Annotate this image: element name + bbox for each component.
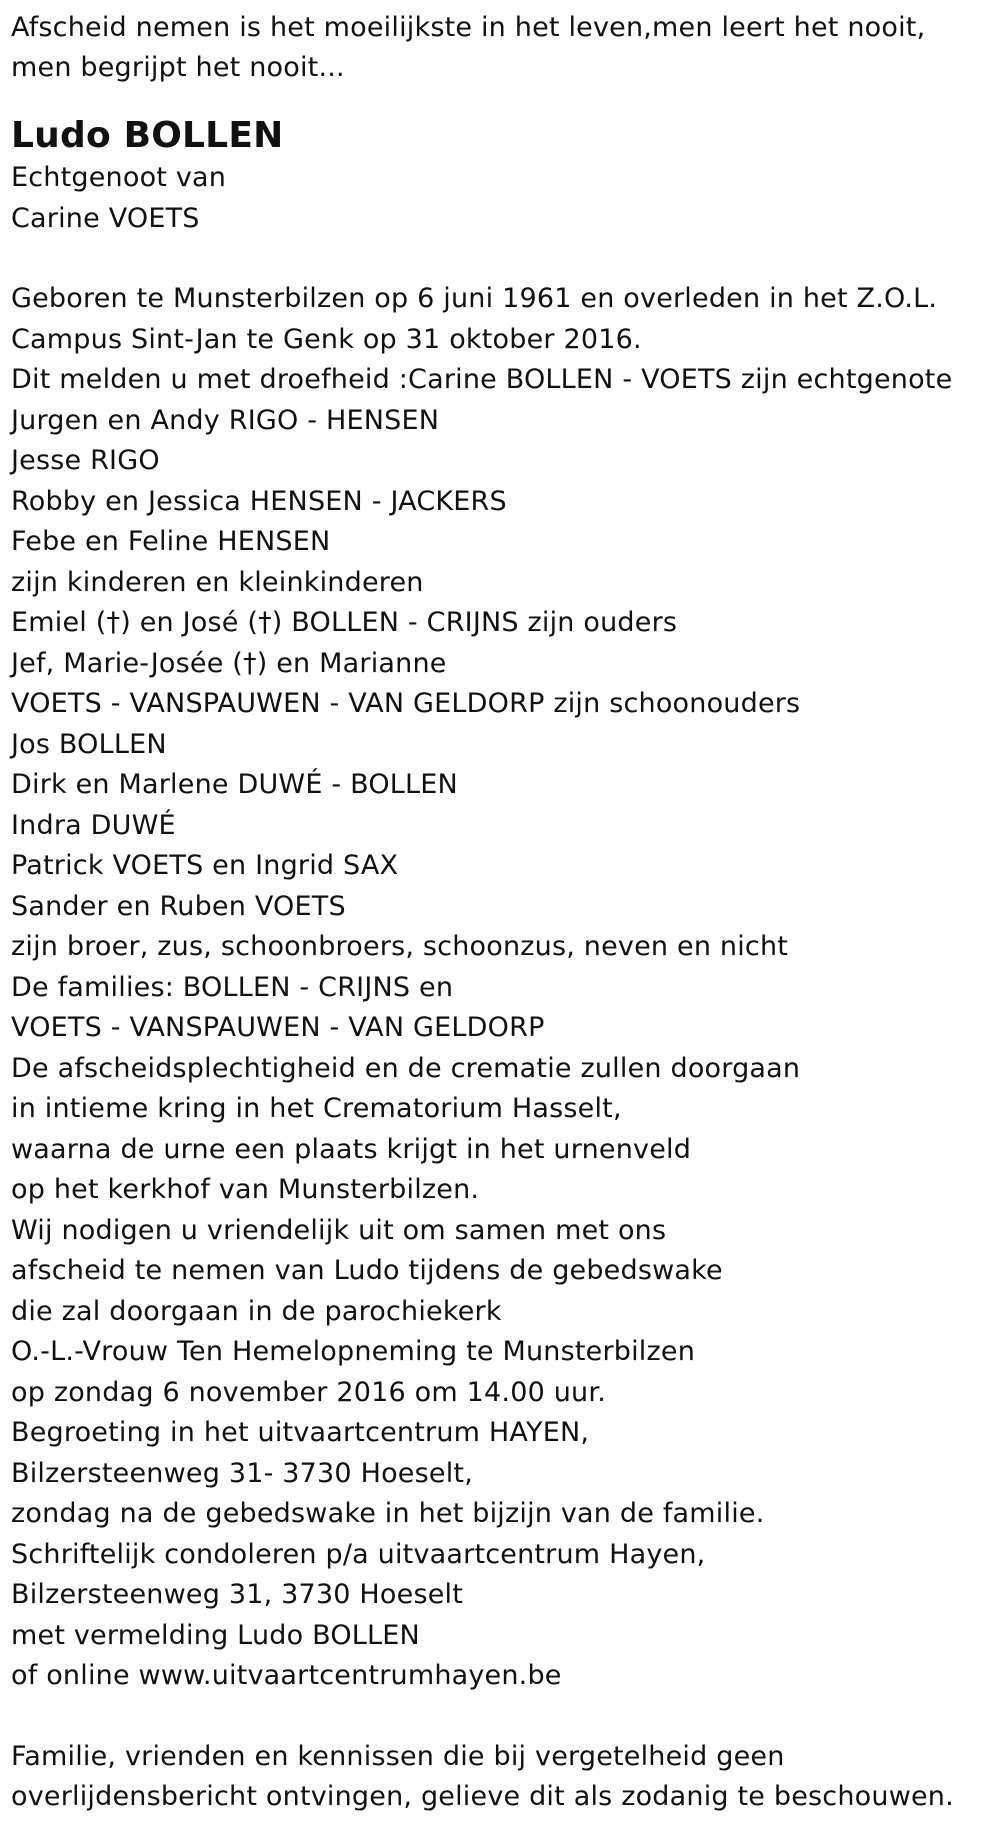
body-line: Campus Sint-Jan te Genk op 31 oktober 2016. bbox=[11, 323, 642, 355]
body-line: Dit melden u met droefheid :Carine BOLLEN - VOETS zijn echtgenote bbox=[11, 364, 953, 395]
spouse-line: Carine VOETS bbox=[11, 202, 200, 234]
body-line: Patrick VOETS en Ingrid SAX bbox=[11, 850, 399, 881]
body-line: Bilzersteenweg 31, 3730 Hoeselt bbox=[11, 1579, 464, 1610]
body-line: met vermelding Ludo BOLLEN bbox=[11, 1619, 420, 1651]
body-line: VOETS - VANSPAUWEN - VAN GELDORP zijn schoonouders bbox=[11, 688, 801, 719]
body-line: Febe en Feline HENSEN bbox=[11, 526, 331, 557]
body-line: Indra DUWÉ bbox=[11, 809, 176, 841]
body-line: Geboren te Munsterbilzen op 6 juni 1961 en overleden in het Z.O.L. bbox=[11, 283, 938, 314]
body-line: waarna de urne een plaats krijgt in het urnenveld bbox=[11, 1133, 692, 1165]
deceased-name: Ludo BOLLEN bbox=[11, 115, 284, 156]
body-line: Dirk en Marlene DUWÉ - BOLLEN bbox=[11, 769, 458, 800]
intro-text: Afscheid nemen is het moeilijkste in het leven,men leert het nooit, men begrijpt het nooit... bbox=[11, 12, 926, 83]
body-line: O.-L.-Vrouw Ten Hemelopneming te Munsterbilzen bbox=[11, 1336, 696, 1367]
body-line: De afscheidsplechtigheid en de crematie zullen doorgaan bbox=[11, 1052, 801, 1084]
announcement-body bbox=[11, 279, 988, 1697]
body-line: Sander en Ruben VOETS bbox=[11, 890, 346, 922]
body-line: Jef, Marie-Josée (†) en Marianne bbox=[11, 647, 447, 679]
closing-line: Familie, vrienden en kennissen die bij vergetelheid geen bbox=[11, 1740, 785, 1772]
body-line: VOETS - VANSPAUWEN - VAN GELDORP bbox=[11, 1012, 545, 1043]
body-line: Schriftelijk condoleren p/a uitvaartcentrum Hayen, bbox=[11, 1538, 706, 1570]
body-line: Jurgen en Andy RIGO - HENSEN bbox=[11, 404, 440, 436]
body-line: die zal doorgaan in de parochiekerk bbox=[11, 1295, 502, 1327]
body-line: zondag na de gebedswake in het bijzijn van de familie. bbox=[11, 1498, 765, 1529]
body-line: Robby en Jessica HENSEN - JACKERS bbox=[11, 485, 507, 517]
body-line: zijn broer, zus, schoonbroers, schoonzus, neven en nicht bbox=[11, 931, 789, 962]
closing-line: overlijdensbericht ontvingen, gelieve dit als zodanig te beschouwen. bbox=[11, 1781, 954, 1812]
body-line: Bilzersteenweg 31- 3730 Hoeselt, bbox=[11, 1457, 473, 1489]
body-line: Jos BOLLEN bbox=[11, 728, 167, 760]
body-line: De families: BOLLEN - CRIJNS en bbox=[11, 971, 454, 1003]
body-line: Emiel (†) en José (†) BOLLEN - CRIJNS zijn ouders bbox=[11, 607, 678, 638]
body-line: Begroeting in het uitvaartcentrum HAYEN, bbox=[11, 1417, 590, 1448]
body-line: in intieme kring in het Crematorium Hasselt, bbox=[11, 1093, 622, 1124]
spouse-line: Echtgenoot van bbox=[11, 162, 227, 193]
body-line: Jesse RIGO bbox=[11, 445, 160, 476]
body-line: op zondag 6 november 2016 om 14.00 uur. bbox=[11, 1376, 606, 1408]
body-line: afscheid te nemen van Ludo tijdens de gebedswake bbox=[11, 1255, 723, 1286]
body-line: op het kerkhof van Munsterbilzen. bbox=[11, 1174, 480, 1205]
body-line: Wij nodigen u vriendelijk uit om samen met ons bbox=[11, 1214, 667, 1246]
body-line: of online www.uitvaartcentrumhayen.be bbox=[11, 1660, 562, 1691]
spouse-block bbox=[11, 158, 988, 239]
body-line: zijn kinderen en kleinkinderen bbox=[11, 566, 424, 598]
closing-notice bbox=[11, 1737, 988, 1818]
